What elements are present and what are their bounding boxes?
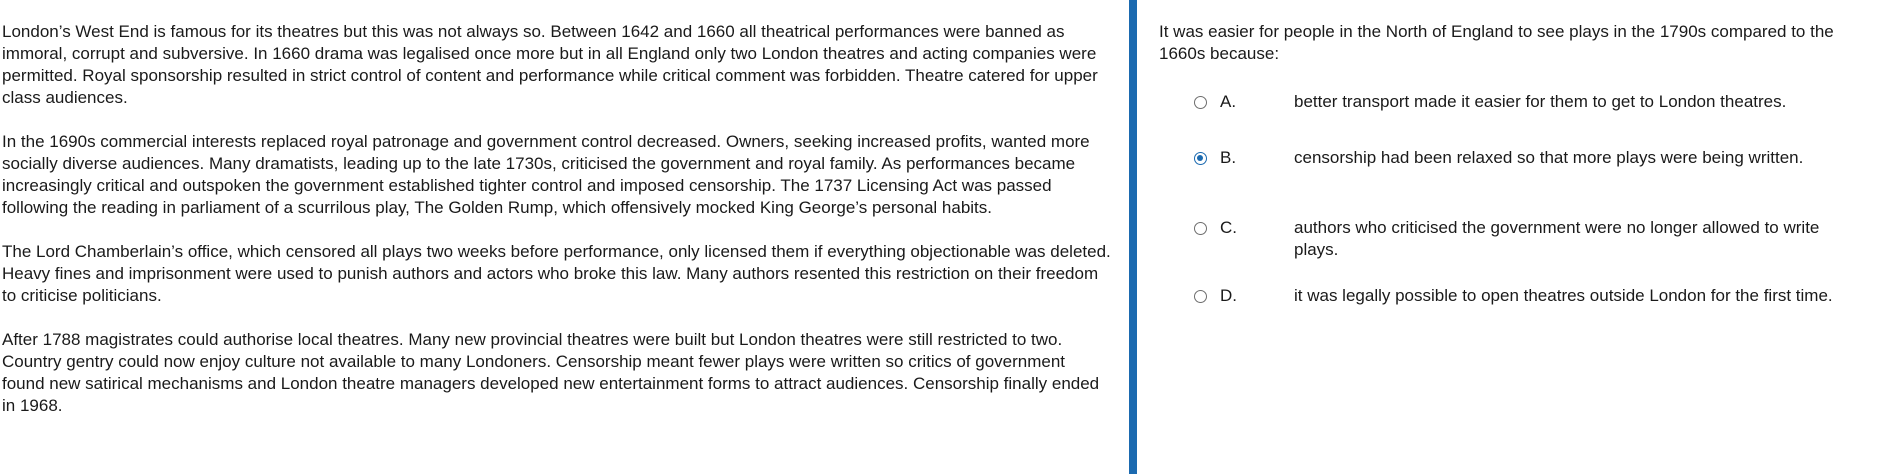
option-c-radio[interactable]	[1194, 222, 1207, 235]
option-b-letter: B.	[1220, 148, 1237, 167]
option-c-letter: C.	[1220, 218, 1237, 237]
option-d-letter: D.	[1220, 286, 1237, 305]
option-a-text: better transport made it easier for them to get to London theatres.	[1294, 92, 1787, 111]
panel-divider	[1129, 0, 1137, 474]
option-d-text: it was legally possible to open theatres outside London for the first time.	[1294, 286, 1833, 305]
passage-paragraph-3: The Lord Chamberlain’s office, which censored all plays two weeks before performance, only licensed them if everything objectionable was deleted. Heavy fines and imprisonment were used to punish authors and actors who broke this law. Many authors resented this restriction on their freedom to criticise politicians.	[2, 242, 1111, 305]
passage-paragraph-4: After 1788 magistrates could authorise local theatres. Many new provincial theatres were built but London theatres were still restricted to two. Country gentry could now enjoy culture not available to many Londoners. Censorship meant fewer plays were written so critics of government found new satirical mechanisms and London theatre managers developed new entertainment forms to attract audiences. Censorship finally ended in 1968.	[2, 330, 1100, 415]
option-b-text: censorship had been relaxed so that more plays were being written.	[1294, 148, 1804, 167]
option-b[interactable]	[1159, 147, 1879, 195]
question-stem: It was easier for people in the North of England to see plays in the 1790s compared to the 1660s because:	[1159, 22, 1834, 63]
option-c-text: authors who criticised the government were no longer allowed to write plays.	[1294, 218, 1820, 259]
passage-paragraph-2: In the 1690s commercial interests replaced royal patronage and government control decreased. Owners, seeking increased profits, wanted more socially diverse audiences. Many dramatists, leading up to the late 1730s, criticised the government and royal family. As performances became increasingly critical and outspoken the government established tighter control and imposed censorship. The 1737 Licensing Act was passed following the reading in parliament of a scurrilous play, The Golden Rump, which offensively mocked King George’s personal habits.	[2, 132, 1090, 217]
option-a-letter: A.	[1220, 92, 1237, 111]
reading-passage	[2, 21, 1112, 439]
question-panel	[1159, 21, 1859, 305]
option-a[interactable]	[1159, 91, 1879, 139]
option-d-radio[interactable]	[1194, 290, 1207, 303]
passage-paragraph-1: London’s West End is famous for its theatres but this was not always so. Between 1642 and 1660 all theatrical performances were banned as immoral, corrupt and subversive. In 1660 drama was legalised once more but in all England only two London theatres and acting companies were permitted. Royal sponsorship resulted in strict control of content and performance while critical comment was forbidden. Theatre catered for upper class audiences.	[2, 22, 1098, 107]
option-a-radio[interactable]	[1194, 96, 1207, 109]
option-b-radio[interactable]	[1194, 152, 1207, 165]
option-c[interactable]	[1159, 217, 1879, 265]
option-d[interactable]	[1159, 285, 1879, 333]
